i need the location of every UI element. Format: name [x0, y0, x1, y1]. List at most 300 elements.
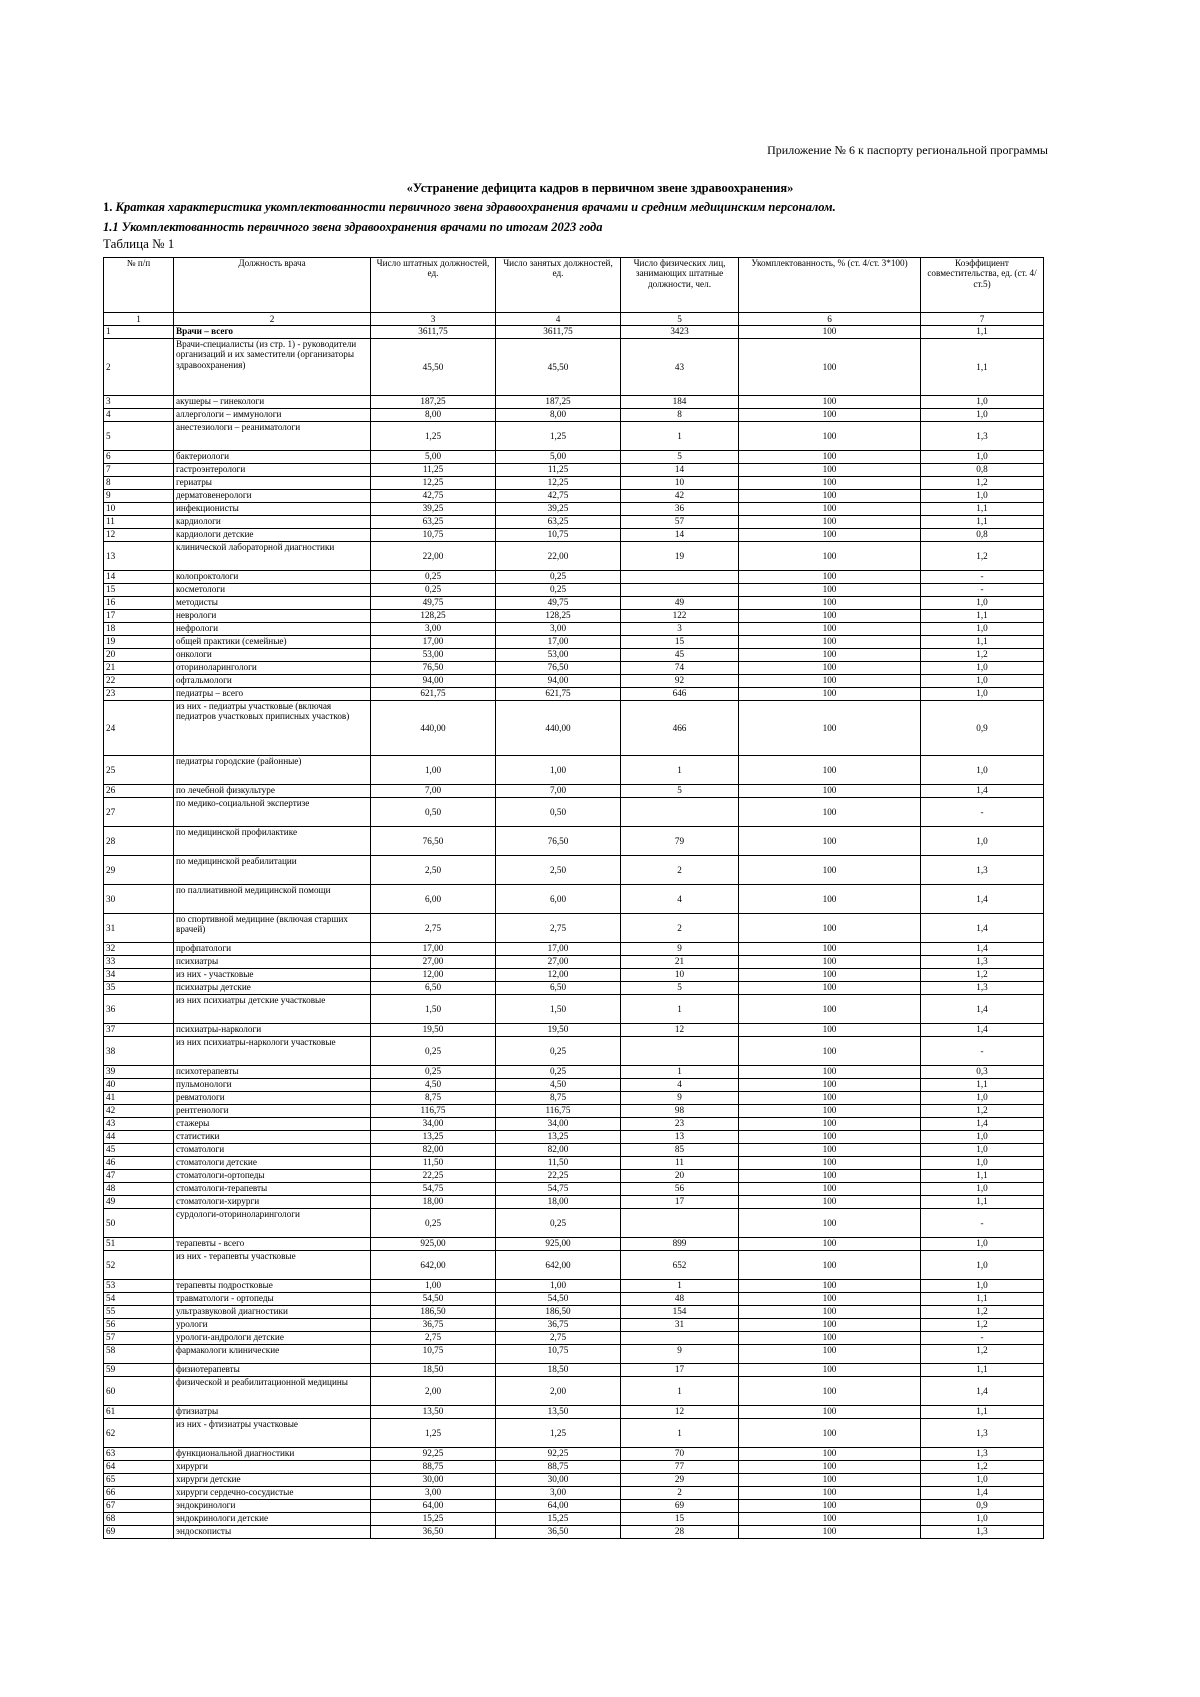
row-number: 57	[104, 1332, 174, 1345]
individuals: 29	[621, 1474, 739, 1487]
occupied-positions: 17,00	[496, 943, 621, 956]
combination-coefficient: 1,3	[921, 982, 1044, 995]
row-number: 60	[104, 1377, 174, 1406]
individuals: 1	[621, 1280, 739, 1293]
staffing-percent: 100	[739, 688, 921, 701]
position-name: сурдологи-оториноларингологи	[174, 1209, 371, 1238]
position-name: фармакологи клинические	[174, 1345, 371, 1364]
position-name: терапевты подростковые	[174, 1280, 371, 1293]
table-row	[104, 662, 1044, 675]
position-name: из них психиатры детские участковые	[174, 995, 371, 1024]
occupied-positions: 1,25	[496, 422, 621, 451]
staffing-percent: 100	[739, 1406, 921, 1419]
staff-positions: 1,00	[371, 1280, 496, 1293]
staffing-percent: 100	[739, 529, 921, 542]
row-number: 63	[104, 1448, 174, 1461]
row-number: 54	[104, 1293, 174, 1306]
combination-coefficient: 1,1	[921, 326, 1044, 339]
individuals: 2	[621, 914, 739, 943]
staff-positions: 0,50	[371, 798, 496, 827]
combination-coefficient: 1,0	[921, 1474, 1044, 1487]
individuals: 3	[621, 623, 739, 636]
staff-positions: 1,50	[371, 995, 496, 1024]
individuals: 10	[621, 477, 739, 490]
table-row	[104, 503, 1044, 516]
position-name: статистики	[174, 1131, 371, 1144]
position-name: стоматологи-хирурги	[174, 1196, 371, 1209]
table-row	[104, 623, 1044, 636]
row-number: 14	[104, 571, 174, 584]
row-number: 9	[104, 490, 174, 503]
staff-positions: 3,00	[371, 623, 496, 636]
row-number: 44	[104, 1131, 174, 1144]
table-row	[104, 1487, 1044, 1500]
staffing-percent: 100	[739, 1293, 921, 1306]
table-row	[104, 1332, 1044, 1345]
staff-positions: 64,00	[371, 1500, 496, 1513]
individuals: 15	[621, 1513, 739, 1526]
staffing-percent: 100	[739, 1345, 921, 1364]
individuals: 13	[621, 1131, 739, 1144]
occupied-positions: 12,25	[496, 477, 621, 490]
staff-positions: 621,75	[371, 688, 496, 701]
position-name: стоматологи-терапевты	[174, 1183, 371, 1196]
staff-positions: 2,75	[371, 1332, 496, 1345]
individuals: 92	[621, 675, 739, 688]
row-number: 21	[104, 662, 174, 675]
occupied-positions: 76,50	[496, 827, 621, 856]
staff-positions: 5,00	[371, 451, 496, 464]
table-row	[104, 1079, 1044, 1092]
combination-coefficient: 1,3	[921, 856, 1044, 885]
position-name: неврологи	[174, 610, 371, 623]
individuals: 57	[621, 516, 739, 529]
individuals: 28	[621, 1526, 739, 1539]
combination-coefficient: 1,4	[921, 785, 1044, 798]
staff-positions: 186,50	[371, 1306, 496, 1319]
combination-coefficient: 1,4	[921, 914, 1044, 943]
staffing-percent: 100	[739, 1196, 921, 1209]
table-row	[104, 1144, 1044, 1157]
staff-positions: 11,50	[371, 1157, 496, 1170]
row-number: 39	[104, 1066, 174, 1079]
table-row	[104, 1500, 1044, 1513]
occupied-positions: 27,00	[496, 956, 621, 969]
table-row	[104, 885, 1044, 914]
individuals: 1	[621, 756, 739, 785]
position-name: из них - терапевты участковые	[174, 1251, 371, 1280]
combination-coefficient: -	[921, 1209, 1044, 1238]
table-row	[104, 1105, 1044, 1118]
table-row	[104, 1118, 1044, 1131]
staff-positions: 63,25	[371, 516, 496, 529]
row-number: 47	[104, 1170, 174, 1183]
occupied-positions: 10,75	[496, 1345, 621, 1364]
occupied-positions: 186,50	[496, 1306, 621, 1319]
row-number: 64	[104, 1461, 174, 1474]
staff-positions: 0,25	[371, 571, 496, 584]
occupied-positions: 88,75	[496, 1461, 621, 1474]
row-number: 8	[104, 477, 174, 490]
occupied-positions: 5,00	[496, 451, 621, 464]
position-name: по медицинской профилактике	[174, 827, 371, 856]
table-row	[104, 1474, 1044, 1487]
occupied-positions: 76,50	[496, 662, 621, 675]
occupied-positions: 3611,75	[496, 326, 621, 339]
individuals: 4	[621, 885, 739, 914]
individuals: 74	[621, 662, 739, 675]
header-row-number: № п/п	[104, 258, 174, 313]
position-name: физиотерапевты	[174, 1364, 371, 1377]
staff-positions: 19,50	[371, 1024, 496, 1037]
staffing-percent: 100	[739, 1487, 921, 1500]
row-number: 11	[104, 516, 174, 529]
row-number: 38	[104, 1037, 174, 1066]
staffing-percent: 100	[739, 503, 921, 516]
occupied-positions: 6,00	[496, 885, 621, 914]
table-row	[104, 1024, 1044, 1037]
column-number: 1	[104, 313, 174, 326]
combination-coefficient: 1,3	[921, 956, 1044, 969]
position-name: клинической лабораторной диагностики	[174, 542, 371, 571]
individuals	[621, 571, 739, 584]
individuals: 122	[621, 610, 739, 623]
table-row	[104, 649, 1044, 662]
staff-positions: 94,00	[371, 675, 496, 688]
occupied-positions: 53,00	[496, 649, 621, 662]
staff-positions: 15,25	[371, 1513, 496, 1526]
table-row	[104, 1293, 1044, 1306]
position-name: физической и реабилитационной медицины	[174, 1377, 371, 1406]
staffing-percent: 100	[739, 1500, 921, 1513]
combination-coefficient: 1,1	[921, 636, 1044, 649]
section-1-1-heading: 1.1 Укомплектованность первичного звена здравоохранения врачами по итогам 2023 года	[103, 220, 603, 234]
individuals: 1	[621, 1066, 739, 1079]
occupied-positions: 925,00	[496, 1238, 621, 1251]
staff-positions: 10,75	[371, 529, 496, 542]
row-number: 18	[104, 623, 174, 636]
individuals: 77	[621, 1461, 739, 1474]
row-number: 13	[104, 542, 174, 571]
staffing-percent: 100	[739, 1105, 921, 1118]
occupied-positions: 18,00	[496, 1196, 621, 1209]
position-name: онкологи	[174, 649, 371, 662]
occupied-positions: 116,75	[496, 1105, 621, 1118]
table-row	[104, 827, 1044, 856]
column-number: 7	[921, 313, 1044, 326]
individuals: 5	[621, 785, 739, 798]
staffing-percent: 100	[739, 516, 921, 529]
header-position: Должность врача	[174, 258, 371, 313]
table-row	[104, 1377, 1044, 1406]
table-row	[104, 1209, 1044, 1238]
row-number: 50	[104, 1209, 174, 1238]
staffing-percent: 100	[739, 982, 921, 995]
combination-coefficient: 1,3	[921, 1419, 1044, 1448]
row-number: 68	[104, 1513, 174, 1526]
individuals: 45	[621, 649, 739, 662]
staffing-percent: 100	[739, 756, 921, 785]
staff-positions: 7,00	[371, 785, 496, 798]
individuals: 4	[621, 1079, 739, 1092]
occupied-positions: 11,50	[496, 1157, 621, 1170]
row-number: 6	[104, 451, 174, 464]
position-name: эндоскописты	[174, 1526, 371, 1539]
occupied-positions: 0,25	[496, 1037, 621, 1066]
row-number: 3	[104, 396, 174, 409]
individuals: 652	[621, 1251, 739, 1280]
combination-coefficient: 1,0	[921, 1183, 1044, 1196]
position-name: психиатры-наркологи	[174, 1024, 371, 1037]
combination-coefficient: 1,0	[921, 1238, 1044, 1251]
occupied-positions: 0,25	[496, 1209, 621, 1238]
occupied-positions: 82,00	[496, 1144, 621, 1157]
position-name: стажеры	[174, 1118, 371, 1131]
position-name: пульмонологи	[174, 1079, 371, 1092]
combination-coefficient: 0,9	[921, 1500, 1044, 1513]
occupied-positions: 54,75	[496, 1183, 621, 1196]
individuals: 85	[621, 1144, 739, 1157]
row-number: 52	[104, 1251, 174, 1280]
row-number: 27	[104, 798, 174, 827]
combination-coefficient: 1,2	[921, 1319, 1044, 1332]
row-number: 7	[104, 464, 174, 477]
occupied-positions: 8,00	[496, 409, 621, 422]
individuals: 12	[621, 1406, 739, 1419]
position-name: колопроктологи	[174, 571, 371, 584]
position-name: функциональной диагностики	[174, 1448, 371, 1461]
occupied-positions: 94,00	[496, 675, 621, 688]
position-name: хирурги сердечно-сосудистые	[174, 1487, 371, 1500]
position-name: стоматологи	[174, 1144, 371, 1157]
staffing-percent: 100	[739, 1144, 921, 1157]
occupied-positions: 2,75	[496, 914, 621, 943]
staff-positions: 45,50	[371, 339, 496, 396]
staff-positions: 39,25	[371, 503, 496, 516]
occupied-positions: 42,75	[496, 490, 621, 503]
table-row	[104, 982, 1044, 995]
staffing-percent: 100	[739, 571, 921, 584]
occupied-positions: 3,00	[496, 623, 621, 636]
position-name: по лечебной физкультуре	[174, 785, 371, 798]
staff-positions: 13,25	[371, 1131, 496, 1144]
staff-positions: 76,50	[371, 662, 496, 675]
table-row	[104, 1448, 1044, 1461]
position-name: из них - участковые	[174, 969, 371, 982]
row-number: 61	[104, 1406, 174, 1419]
position-name: эндокринологи детские	[174, 1513, 371, 1526]
combination-coefficient: 1,0	[921, 597, 1044, 610]
position-name: хирурги детские	[174, 1474, 371, 1487]
table-row	[104, 584, 1044, 597]
staffing-percent: 100	[739, 542, 921, 571]
staff-positions: 18,00	[371, 1196, 496, 1209]
combination-coefficient: 1,1	[921, 1196, 1044, 1209]
position-name: из них - фтизиатры участковые	[174, 1419, 371, 1448]
combination-coefficient: 1,0	[921, 688, 1044, 701]
combination-coefficient: 0,9	[921, 701, 1044, 756]
combination-coefficient: 1,4	[921, 1118, 1044, 1131]
occupied-positions: 4,50	[496, 1079, 621, 1092]
individuals	[621, 1332, 739, 1345]
individuals: 20	[621, 1170, 739, 1183]
position-name: анестезиологи – реаниматологи	[174, 422, 371, 451]
row-number: 43	[104, 1118, 174, 1131]
row-number: 59	[104, 1364, 174, 1377]
header-combination-coefficient: Коэффициент совместительства, ед. (ст. 4/ст.5)	[921, 258, 1044, 313]
table-row	[104, 1319, 1044, 1332]
column-number-row	[104, 313, 1044, 326]
combination-coefficient: -	[921, 798, 1044, 827]
staffing-percent: 100	[739, 1170, 921, 1183]
staffing-percent: 100	[739, 1319, 921, 1332]
table-row	[104, 1461, 1044, 1474]
staff-positions: 22,00	[371, 542, 496, 571]
combination-coefficient: 1,2	[921, 542, 1044, 571]
table-row	[104, 1066, 1044, 1079]
individuals: 2	[621, 856, 739, 885]
individuals: 14	[621, 529, 739, 542]
table-row	[104, 785, 1044, 798]
individuals: 12	[621, 1024, 739, 1037]
row-number: 53	[104, 1280, 174, 1293]
staffing-percent: 100	[739, 1131, 921, 1144]
staffing-percent: 100	[739, 1526, 921, 1539]
row-number: 56	[104, 1319, 174, 1332]
position-name: Врачи-специалисты (из стр. 1) - руководители организаций и их заместители (организаторы здравоохранения)	[174, 339, 371, 396]
table-row	[104, 995, 1044, 1024]
combination-coefficient: -	[921, 571, 1044, 584]
staffing-percent: 100	[739, 396, 921, 409]
staff-positions: 8,00	[371, 409, 496, 422]
position-name: по медико-социальной экспертизе	[174, 798, 371, 827]
appendix-note: Приложение № 6 к паспорту региональной программы	[767, 143, 1048, 157]
staff-positions: 18,50	[371, 1364, 496, 1377]
staffing-percent: 100	[739, 1280, 921, 1293]
staffing-percent: 100	[739, 1209, 921, 1238]
staffing-percent: 100	[739, 1306, 921, 1319]
individuals: 1	[621, 1419, 739, 1448]
staff-positions: 128,25	[371, 610, 496, 623]
combination-coefficient: 1,0	[921, 1280, 1044, 1293]
position-name: психиатры	[174, 956, 371, 969]
staff-positions: 2,75	[371, 914, 496, 943]
individuals: 17	[621, 1364, 739, 1377]
combination-coefficient: 1,0	[921, 1513, 1044, 1526]
position-name: урологи-андрологи детские	[174, 1332, 371, 1345]
occupied-positions: 642,00	[496, 1251, 621, 1280]
staffing-percent: 100	[739, 1024, 921, 1037]
individuals: 69	[621, 1500, 739, 1513]
individuals: 9	[621, 1092, 739, 1105]
staffing-percent: 100	[739, 1448, 921, 1461]
occupied-positions: 34,00	[496, 1118, 621, 1131]
table-row	[104, 490, 1044, 503]
staff-positions: 27,00	[371, 956, 496, 969]
position-name: терапевты - всего	[174, 1238, 371, 1251]
staff-positions: 1,25	[371, 422, 496, 451]
individuals: 21	[621, 956, 739, 969]
combination-coefficient: -	[921, 1332, 1044, 1345]
staff-positions: 2,50	[371, 856, 496, 885]
table-row	[104, 756, 1044, 785]
staffing-percent: 100	[739, 1419, 921, 1448]
row-number: 30	[104, 885, 174, 914]
staff-positions: 88,75	[371, 1461, 496, 1474]
combination-coefficient: -	[921, 1037, 1044, 1066]
occupied-positions: 13,25	[496, 1131, 621, 1144]
staffing-percent: 100	[739, 827, 921, 856]
individuals: 2	[621, 1487, 739, 1500]
individuals: 14	[621, 464, 739, 477]
staff-positions: 30,00	[371, 1474, 496, 1487]
occupied-positions: 30,00	[496, 1474, 621, 1487]
position-name: офтальмологи	[174, 675, 371, 688]
row-number: 49	[104, 1196, 174, 1209]
occupied-positions: 0,25	[496, 571, 621, 584]
row-number: 20	[104, 649, 174, 662]
occupied-positions: 11,25	[496, 464, 621, 477]
table-body	[104, 326, 1044, 1539]
individuals: 3423	[621, 326, 739, 339]
occupied-positions: 187,25	[496, 396, 621, 409]
table-row	[104, 1306, 1044, 1319]
staffing-percent: 100	[739, 422, 921, 451]
position-name: Врачи – всего	[174, 326, 371, 339]
position-name: акушеры – гинекологи	[174, 396, 371, 409]
staff-positions: 3611,75	[371, 326, 496, 339]
staff-positions: 0,25	[371, 584, 496, 597]
staff-positions: 1,25	[371, 1419, 496, 1448]
table-header-row	[104, 258, 1044, 313]
position-name: оториноларингологи	[174, 662, 371, 675]
staffing-percent: 100	[739, 969, 921, 982]
table-row	[104, 1037, 1044, 1066]
combination-coefficient: 1,0	[921, 451, 1044, 464]
row-number: 24	[104, 701, 174, 756]
occupied-positions: 0,25	[496, 1066, 621, 1079]
staff-positions: 13,50	[371, 1406, 496, 1419]
header-staffing-percent: Укомплектованность, % (ст. 4/ст. 3*100)	[739, 258, 921, 313]
row-number: 69	[104, 1526, 174, 1539]
row-number: 31	[104, 914, 174, 943]
staffing-percent: 100	[739, 1238, 921, 1251]
row-number: 45	[104, 1144, 174, 1157]
row-number: 51	[104, 1238, 174, 1251]
table-row	[104, 1526, 1044, 1539]
position-name: общей практики (семейные)	[174, 636, 371, 649]
header-occupied-positions: Число занятых должностей, ед.	[496, 258, 621, 313]
individuals: 42	[621, 490, 739, 503]
program-title: «Устранение дефицита кадров в первичном звене здравоохранения»	[406, 181, 794, 195]
position-name: педиатры – всего	[174, 688, 371, 701]
staffing-percent: 100	[739, 1092, 921, 1105]
occupied-positions: 6,50	[496, 982, 621, 995]
staffing-percent: 100	[739, 662, 921, 675]
staffing-percent: 100	[739, 1513, 921, 1526]
staff-positions: 36,50	[371, 1526, 496, 1539]
row-number: 41	[104, 1092, 174, 1105]
individuals: 31	[621, 1319, 739, 1332]
table-row	[104, 856, 1044, 885]
occupied-positions: 54,50	[496, 1293, 621, 1306]
position-name: по спортивной медицине (включая старших врачей)	[174, 914, 371, 943]
occupied-positions: 10,75	[496, 529, 621, 542]
staffing-percent: 100	[739, 409, 921, 422]
individuals	[621, 584, 739, 597]
staff-positions: 53,00	[371, 649, 496, 662]
occupied-positions: 1,00	[496, 756, 621, 785]
